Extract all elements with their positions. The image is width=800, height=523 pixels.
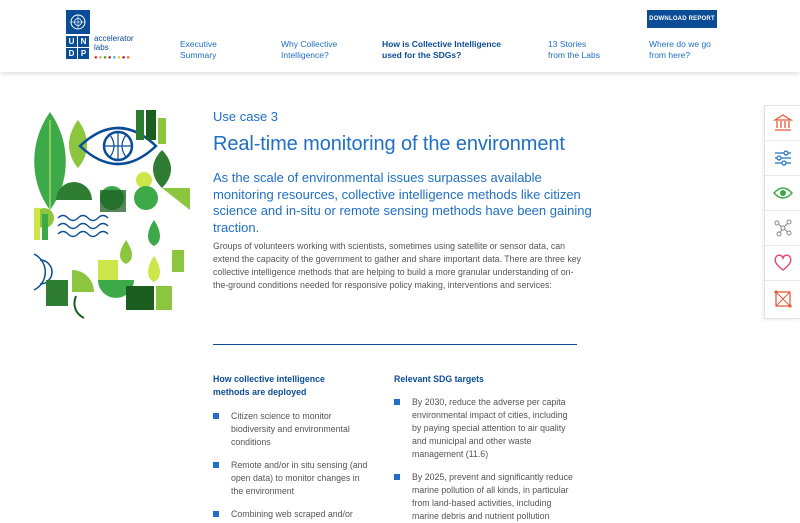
sdg-targets-list [394, 396, 579, 523]
undp-letter-grid [66, 10, 90, 58]
list-item: By 2030, reduce the adverse per capita environmental impact of cities, including by paying special attention to air quality and municipal and other waste management (11.6) [394, 396, 579, 461]
logo-letter: P [78, 48, 89, 59]
logo-color-dots: ●●●●●●●● [94, 55, 131, 61]
sidebar-item-institutions[interactable] [765, 106, 800, 141]
logo-letter: N [78, 36, 89, 47]
sdg-targets-heading: Relevant SDG targets [394, 374, 484, 384]
topic-sidebar [764, 105, 800, 319]
list-item: Combining web scraped and/or [213, 508, 373, 521]
sliders-icon [773, 149, 793, 167]
nav-how-used-for-sdgs[interactable] [382, 39, 501, 61]
nav-line: 13 Stories [548, 39, 587, 49]
logo-line-accelerator: accelerator [94, 34, 134, 43]
heart-icon [773, 254, 793, 272]
logo-letter: U [66, 36, 77, 47]
sidebar-item-monitoring[interactable] [765, 176, 800, 211]
methods-list [213, 410, 373, 523]
sidebar-item-framework[interactable] [765, 281, 800, 316]
use-case-label: Use case 3 [213, 109, 279, 124]
section-divider [213, 344, 577, 345]
sidebar-item-wellbeing[interactable] [765, 246, 800, 281]
methods-heading-line: methods are deployed [213, 387, 307, 397]
list-item: Citizen science to monitor biodiversity and environmental conditions [213, 410, 373, 449]
download-report-button[interactable]: DOWNLOAD REPORT [647, 10, 717, 28]
frame-icon [773, 290, 793, 308]
page-title: Real-time monitoring of the environment [213, 133, 565, 155]
methods-heading [213, 373, 373, 399]
nav-line: Where do we go [649, 39, 711, 49]
lead-paragraph: As the scale of environmental issues surpasses available monitoring resources, collective intelligence methods like citizen science and in-situ or remote sensing methods have been gaining traction. [213, 170, 592, 235]
nav-line: Executive [180, 39, 217, 49]
eye-icon [773, 186, 793, 200]
nav-line: Summary [180, 50, 217, 60]
logo-wordmark [94, 34, 134, 52]
logo-line-labs: labs [94, 43, 109, 52]
nav-line: used for the SDGs? [382, 50, 462, 60]
top-header [0, 0, 800, 72]
body-paragraph: Groups of volunteers working with scientists, sometimes using satellite or sensor data, can extend the capacity of the government to gather and share important data. There are three key collective intelligence methods that are helping to build a more granular understanding of on-the-ground conditions needed for responsive policy making, interventions and services: [213, 241, 582, 290]
nav-line: How is Collective Intelligence [382, 39, 502, 49]
methods-heading-line: How collective intelligence [213, 374, 325, 384]
list-item: By 2025, prevent and significantly reduce marine pollution of all kinds, in particular from land-based activities, including marine debris and nutrient pollution [394, 471, 579, 523]
network-icon [773, 219, 793, 237]
logo-letter: D [66, 48, 77, 59]
nav-where-do-we-go[interactable] [649, 39, 711, 61]
nav-line: Why Collective [281, 39, 338, 49]
environment-illustration [26, 110, 190, 320]
sidebar-item-network[interactable] [765, 211, 800, 246]
nav-executive-summary[interactable] [180, 39, 217, 61]
nav-13-stories[interactable] [548, 39, 600, 61]
undp-accelerator-labs-logo[interactable] [66, 10, 136, 62]
nav-line: from here? [649, 50, 691, 60]
nav-line: Intelligence? [281, 50, 329, 60]
sidebar-item-settings[interactable] [765, 141, 800, 176]
nav-line: from the Labs [548, 50, 600, 60]
nav-why-collective-intelligence[interactable] [281, 39, 337, 61]
institution-icon [773, 114, 793, 132]
list-item: Remote and/or in situ sensing (and open data) to monitor changes in the environment [213, 459, 373, 498]
